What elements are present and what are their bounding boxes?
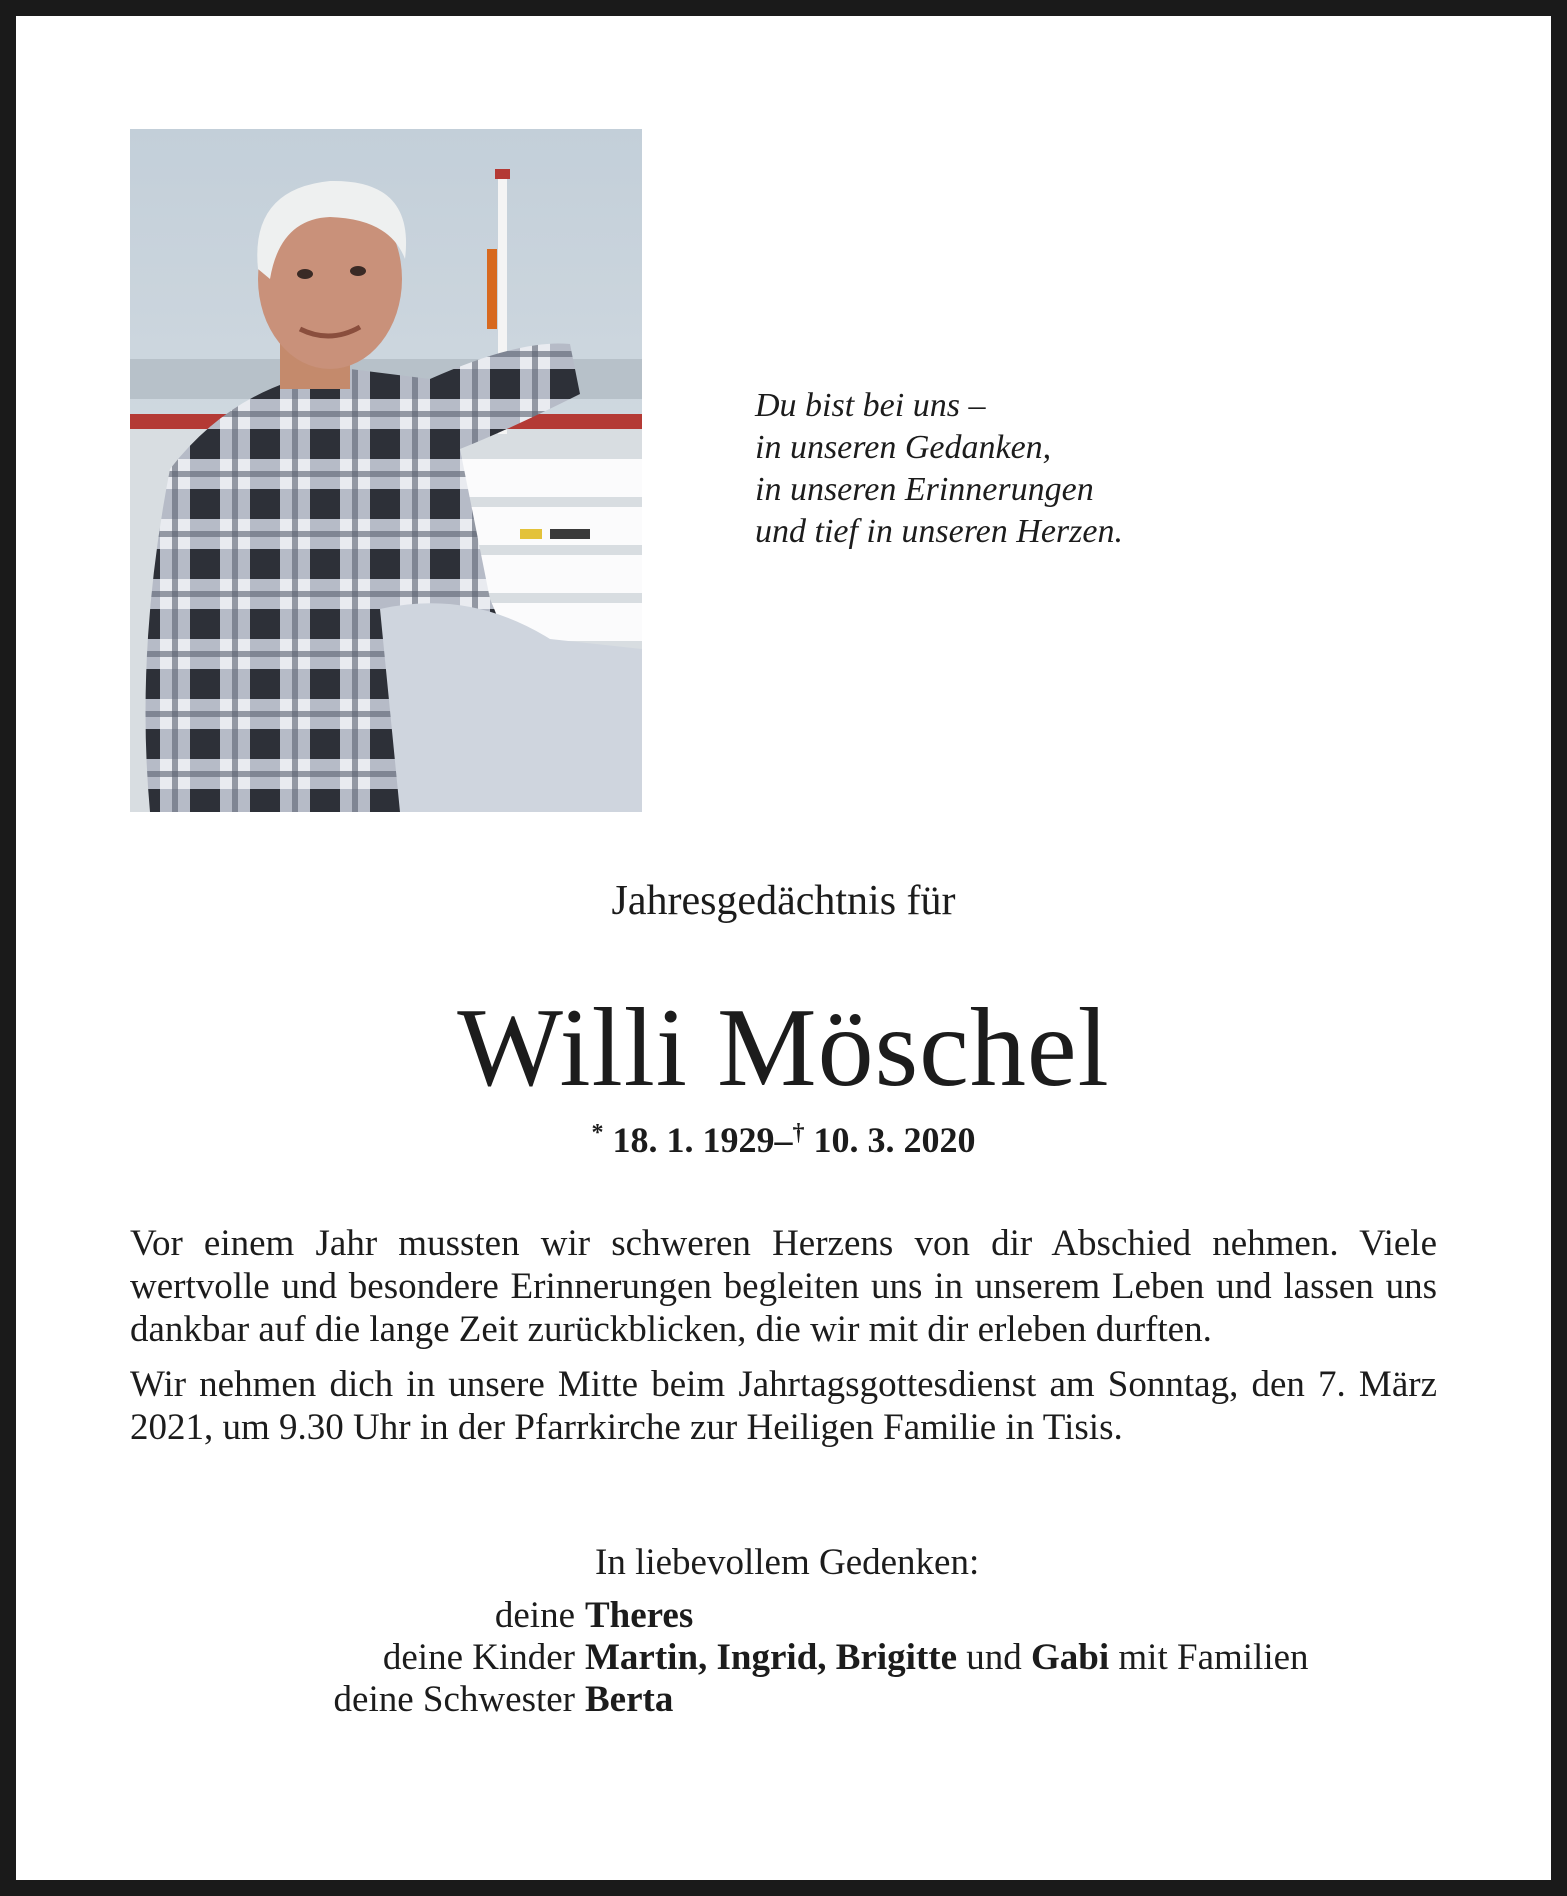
- birth-date: 18. 1. 1929: [612, 1120, 775, 1160]
- quote-line: Du bist bei uns –: [755, 387, 986, 424]
- signers-list: [130, 1595, 1309, 1721]
- birth-symbol: *: [591, 1120, 604, 1146]
- memorial-paragraph: Vor einem Jahr mussten wir schweren Herzens von dir Abschied nehmen. Viele wertvolle und besondere Erinnerungen begleiten uns in unserem Leben und lassen uns dankbar auf die lange Zeit zurückblicken, die wir mit dir erleben durften.: [130, 1223, 1437, 1350]
- quote: [755, 385, 1455, 553]
- quote-line: in unseren Gedanken,: [755, 429, 1052, 466]
- signer-name: Martin, Ingrid, Brigitte: [585, 1637, 958, 1678]
- signer-row: [130, 1679, 1309, 1721]
- quote-line: und tief in unseren Herzen.: [755, 513, 1123, 550]
- signer-row: [130, 1595, 1309, 1637]
- portrait-photo-icon: [130, 129, 642, 812]
- signer-relation: deine: [494, 1595, 575, 1636]
- life-dates: [0, 1117, 1567, 1163]
- signer-name: Gabi: [1031, 1637, 1110, 1678]
- service-paragraph: Wir nehmen dich in unsere Mitte beim Jahrtagsgottesdienst am Sonntag, den 7. März 2021, um 9.30 Uhr in der Pfarrkirche zur Heiligen Familie in Tisis.: [130, 1364, 1437, 1448]
- memorial-text: [130, 1222, 1437, 1461]
- death-date: 10. 3. 2020: [813, 1120, 976, 1160]
- deceased-name: Willi Möschel: [457, 986, 1110, 1110]
- closing-line: In liebevollem Gedenken:: [595, 1542, 980, 1583]
- death-symbol: †: [792, 1120, 805, 1146]
- signer-relation: deine Kinder: [382, 1637, 575, 1678]
- signer-relation: deine Schwester: [333, 1679, 575, 1720]
- signer-row: [130, 1637, 1309, 1679]
- signer-connector: und: [966, 1637, 1022, 1678]
- quote-line: in unseren Erinnerungen: [755, 471, 1094, 508]
- occasion-heading: Jahresgedächtnis für: [611, 878, 956, 924]
- signer-suffix: mit Familien: [1118, 1637, 1309, 1678]
- signer-name: Theres: [585, 1595, 694, 1636]
- signer-name: Berta: [585, 1679, 674, 1720]
- date-dash: –: [774, 1120, 793, 1160]
